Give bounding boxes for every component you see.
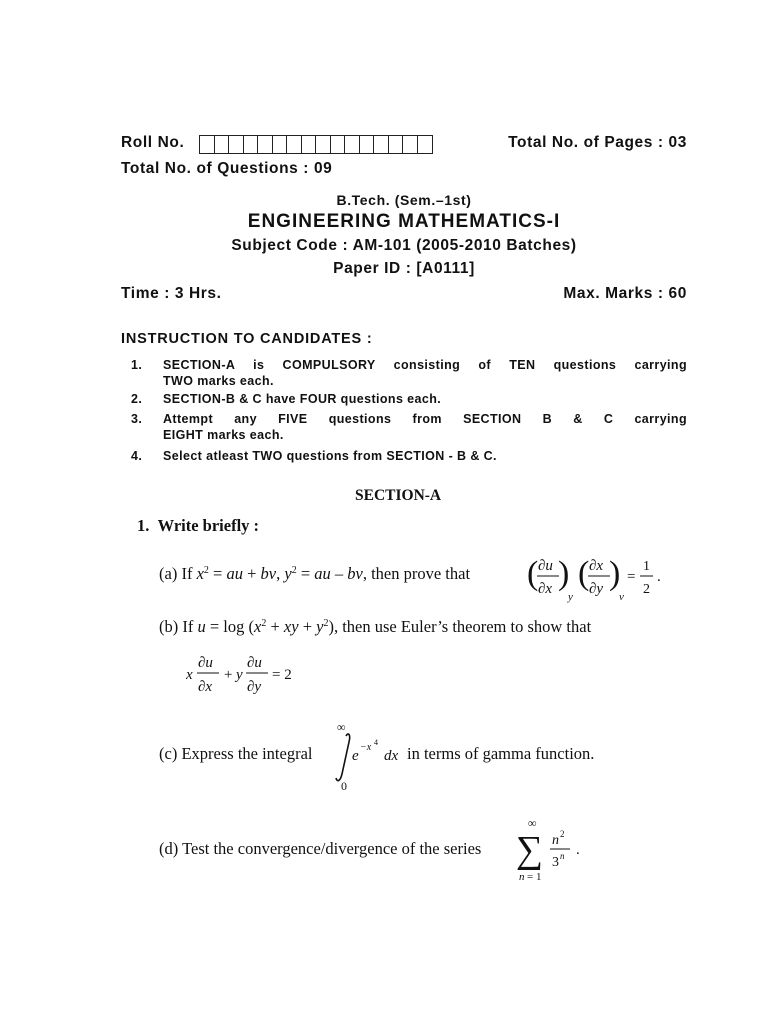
- question-text: Write briefly :: [157, 516, 260, 535]
- svg-text:∞: ∞: [337, 720, 346, 734]
- instruction-item: [131, 411, 687, 445]
- part-text: Test the convergence/divergence of the series: [182, 839, 482, 858]
- svg-text:2: 2: [560, 829, 565, 839]
- svg-text:dx: dx: [384, 748, 399, 764]
- svg-text:∑: ∑: [516, 829, 544, 871]
- part-text: then use Euler’s theorem to show that: [342, 617, 592, 636]
- svg-text:n: n: [519, 871, 525, 883]
- svg-text:∂u: ∂u: [198, 655, 213, 671]
- subject-code: Subject Code : AM-101 (2005-2010 Batches): [231, 237, 577, 254]
- svg-text:1: 1: [643, 559, 650, 574]
- svg-text:x: x: [186, 667, 193, 683]
- instruction-text: SECTION-B & C have FOUR questions each.: [163, 392, 442, 406]
- paper-title: ENGINEERING MATHEMATICS-I: [247, 211, 561, 232]
- svg-text:n: n: [560, 851, 565, 861]
- integral-expression: [332, 720, 408, 792]
- partial-derivative-expression: [527, 550, 667, 606]
- svg-text:∂u: ∂u: [538, 558, 553, 574]
- svg-text:y: y: [236, 667, 243, 683]
- svg-text:3: 3: [552, 855, 559, 870]
- part-label: (a): [159, 564, 178, 583]
- instruction-number: 1.: [131, 358, 143, 372]
- svg-text:.: .: [657, 569, 661, 585]
- svg-text:4: 4: [374, 738, 378, 747]
- roll-number-boxes: [199, 135, 433, 154]
- instruction-item: [131, 391, 687, 409]
- svg-text:2: 2: [643, 582, 650, 597]
- svg-text:∂u: ∂u: [247, 655, 262, 671]
- instruction-number: 2.: [131, 392, 143, 406]
- svg-text:∂y: ∂y: [589, 581, 604, 597]
- question-1a: (a) If $x^2$ = au + bv, $y^2$ = au – bv, then prove that: [159, 564, 471, 583]
- svg-text:∞: ∞: [528, 816, 537, 830]
- max-marks: Max. Marks : 60: [563, 285, 687, 302]
- instruction-text: Attempt any FIVE questions from SECTION B & C carrying: [163, 412, 687, 426]
- instruction-item: [131, 448, 687, 466]
- part-label: (c): [159, 744, 178, 763]
- instruction-number: 4.: [131, 449, 143, 463]
- part-label: (d): [159, 839, 179, 858]
- part-text: Express the integral: [181, 744, 313, 763]
- svg-text:∂x: ∂x: [538, 581, 553, 597]
- time-allowed: Time : 3 Hrs.: [121, 285, 222, 302]
- instruction-text-cont: TWO marks each.: [163, 374, 274, 388]
- question-number: 1.: [137, 516, 150, 535]
- paper-id: Paper ID : [A0111]: [333, 260, 475, 277]
- svg-text:=: =: [627, 569, 636, 585]
- instructions-heading: INSTRUCTION TO CANDIDATES :: [121, 331, 373, 347]
- svg-text:(: (: [578, 555, 590, 592]
- question-1c-suffix: in terms of gamma function.: [407, 744, 595, 763]
- euler-equation: [186, 652, 306, 698]
- part-label: (b): [159, 617, 179, 636]
- svg-text:e: e: [352, 748, 359, 764]
- question-1: [137, 516, 259, 536]
- svg-text:∂x: ∂x: [198, 679, 213, 695]
- svg-text:= 1: = 1: [527, 871, 542, 883]
- svg-text:+: +: [224, 667, 233, 683]
- section-a-heading: SECTION-A: [355, 487, 442, 504]
- total-pages: Total No. of Pages : 03: [508, 134, 687, 151]
- svg-text:0: 0: [341, 779, 347, 792]
- svg-text:(: (: [527, 555, 539, 592]
- svg-text:∂x: ∂x: [589, 558, 604, 574]
- svg-text:): ): [558, 555, 570, 592]
- question-1b: (b) If $u = \log (x^2$ + xy + $y^2$), then use Euler’s theorem to show that: [159, 617, 592, 636]
- instruction-number: 3.: [131, 412, 143, 426]
- svg-text:∂y: ∂y: [247, 679, 262, 695]
- instruction-item: [131, 357, 687, 391]
- series-expression: [514, 816, 600, 884]
- total-questions: Total No. of Questions : 09: [121, 160, 333, 177]
- part-text: then prove that: [371, 564, 471, 583]
- svg-text:n: n: [552, 833, 559, 848]
- svg-text:.: .: [576, 842, 580, 858]
- svg-text:): ): [609, 555, 621, 592]
- svg-text:−x: −x: [360, 742, 372, 753]
- program-label: B.Tech. (Sem.–1st): [336, 192, 472, 208]
- roll-number-label: Roll No.: [121, 134, 185, 151]
- question-1c-prefix: [159, 744, 313, 764]
- instruction-text-cont: EIGHT marks each.: [163, 428, 284, 442]
- svg-text:y: y: [568, 591, 573, 603]
- svg-text:v: v: [619, 591, 624, 603]
- instruction-text: SECTION-A is COMPULSORY consisting of TEN questions carrying: [163, 358, 687, 372]
- svg-text:= 2: = 2: [272, 667, 292, 683]
- instruction-text: Select atleast TWO questions from SECTION - B & C.: [163, 449, 497, 463]
- question-1d: [159, 839, 481, 859]
